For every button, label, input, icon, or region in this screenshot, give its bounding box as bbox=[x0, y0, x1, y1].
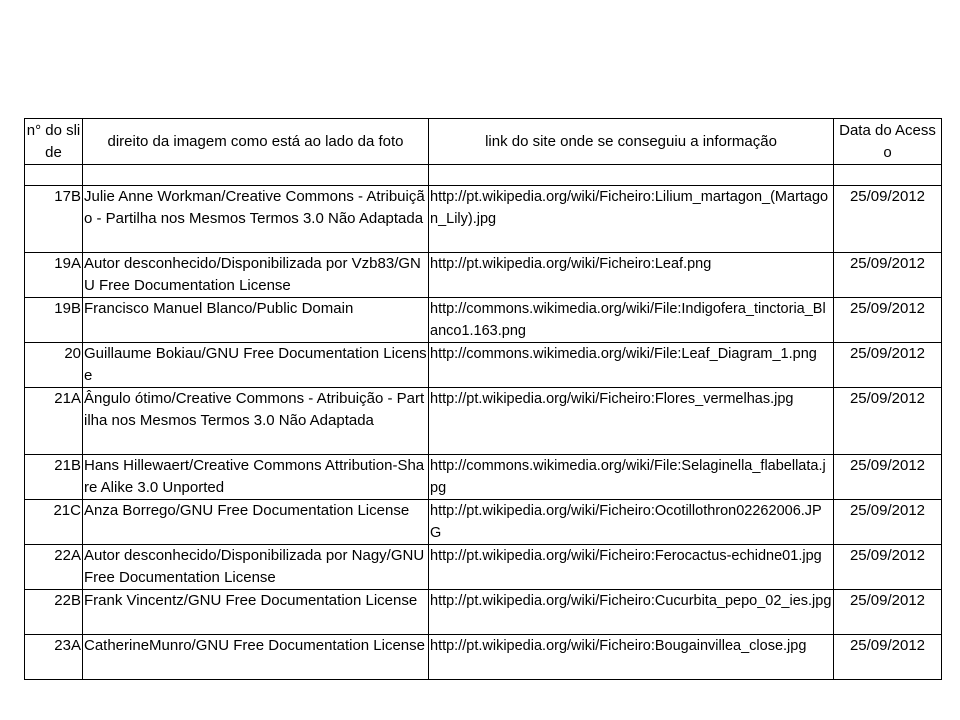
source-link-cell: http://pt.wikipedia.org/wiki/Ficheiro:Leaf.png bbox=[429, 253, 834, 298]
image-rights-cell: Autor desconhecido/Disponibilizada por Vzb83/GNU Free Documentation License bbox=[83, 253, 429, 298]
image-rights-cell: Ângulo ótimo/Creative Commons - Atribuição - Partilha nos Mesmos Termos 3.0 Não Adaptada bbox=[83, 388, 429, 455]
access-date-cell: 25/09/2012 bbox=[834, 343, 942, 388]
slide-number-cell: 19A bbox=[25, 253, 83, 298]
table-row bbox=[25, 500, 942, 545]
table-row bbox=[25, 545, 942, 590]
access-date-cell: 25/09/2012 bbox=[834, 186, 942, 253]
slide-number-cell: 22A bbox=[25, 545, 83, 590]
image-credits-table bbox=[24, 118, 942, 680]
table-row bbox=[25, 455, 942, 500]
source-link-cell: http://pt.wikipedia.org/wiki/Ficheiro:Cucurbita_pepo_02_ies.jpg bbox=[429, 590, 834, 635]
slide-number-cell: 23A bbox=[25, 635, 83, 680]
slide-number-cell: 21A bbox=[25, 388, 83, 455]
image-rights-cell: Autor desconhecido/Disponibilizada por Nagy/GNU Free Documentation License bbox=[83, 545, 429, 590]
slide-number-cell: 17B bbox=[25, 186, 83, 253]
access-date-cell: 25/09/2012 bbox=[834, 500, 942, 545]
image-rights-cell: CatherineMunro/GNU Free Documentation License bbox=[83, 635, 429, 680]
access-date-cell: 25/09/2012 bbox=[834, 590, 942, 635]
slide-number-cell: 21B bbox=[25, 455, 83, 500]
source-link-cell: http://commons.wikimedia.org/wiki/File:Selaginella_flabellata.jpg bbox=[429, 455, 834, 500]
header-access-date: Data do Acesso bbox=[834, 119, 942, 165]
source-link-cell: http://commons.wikimedia.org/wiki/File:Leaf_Diagram_1.png bbox=[429, 343, 834, 388]
slide-number-cell: 20 bbox=[25, 343, 83, 388]
table-row bbox=[25, 388, 942, 455]
image-rights-cell: Guillaume Bokiau/GNU Free Documentation License bbox=[83, 343, 429, 388]
header-image-rights: direito da imagem como está ao lado da foto bbox=[83, 119, 429, 165]
image-rights-cell: Hans Hillewaert/Creative Commons Attribution-Share Alike 3.0 Unported bbox=[83, 455, 429, 500]
access-date-cell: 25/09/2012 bbox=[834, 455, 942, 500]
image-rights-cell: Julie Anne Workman/Creative Commons - Atribuição - Partilha nos Mesmos Termos 3.0 Não Adaptada bbox=[83, 186, 429, 253]
header-slide-number: n° do slide bbox=[25, 119, 83, 165]
table-row bbox=[25, 635, 942, 680]
access-date-cell: 25/09/2012 bbox=[834, 388, 942, 455]
access-date-cell: 25/09/2012 bbox=[834, 635, 942, 680]
table-row bbox=[25, 343, 942, 388]
image-rights-cell: Anza Borrego/GNU Free Documentation License bbox=[83, 500, 429, 545]
table-row bbox=[25, 253, 942, 298]
table-row bbox=[25, 590, 942, 635]
slide-number-cell: 22B bbox=[25, 590, 83, 635]
source-link-cell: http://pt.wikipedia.org/wiki/Ficheiro:Lilium_martagon_(Martagon_Lily).jpg bbox=[429, 186, 834, 253]
source-link-cell: http://commons.wikimedia.org/wiki/File:Indigofera_tinctoria_Blanco1.163.png bbox=[429, 298, 834, 343]
slide-number-cell: 19B bbox=[25, 298, 83, 343]
slide-credits-sheet bbox=[24, 118, 942, 680]
access-date-cell: 25/09/2012 bbox=[834, 253, 942, 298]
header-source-link: link do site onde se conseguiu a informação bbox=[429, 119, 834, 165]
source-link-cell: http://pt.wikipedia.org/wiki/Ficheiro:Ferocactus-echidne01.jpg bbox=[429, 545, 834, 590]
empty-cell bbox=[834, 165, 942, 186]
empty-cell bbox=[25, 165, 83, 186]
table-row bbox=[25, 186, 942, 253]
header-row bbox=[25, 119, 942, 165]
source-link-cell: http://pt.wikipedia.org/wiki/Ficheiro:Flores_vermelhas.jpg bbox=[429, 388, 834, 455]
source-link-cell: http://pt.wikipedia.org/wiki/Ficheiro:Ocotillothron02262006.JPG bbox=[429, 500, 834, 545]
image-rights-cell: Frank Vincentz/GNU Free Documentation License bbox=[83, 590, 429, 635]
image-rights-cell: Francisco Manuel Blanco/Public Domain bbox=[83, 298, 429, 343]
access-date-cell: 25/09/2012 bbox=[834, 545, 942, 590]
access-date-cell: 25/09/2012 bbox=[834, 298, 942, 343]
empty-cell bbox=[429, 165, 834, 186]
table-row bbox=[25, 298, 942, 343]
empty-cell bbox=[83, 165, 429, 186]
slide-number-cell: 21C bbox=[25, 500, 83, 545]
source-link-cell: http://pt.wikipedia.org/wiki/Ficheiro:Bougainvillea_close.jpg bbox=[429, 635, 834, 680]
empty-row bbox=[25, 165, 942, 186]
